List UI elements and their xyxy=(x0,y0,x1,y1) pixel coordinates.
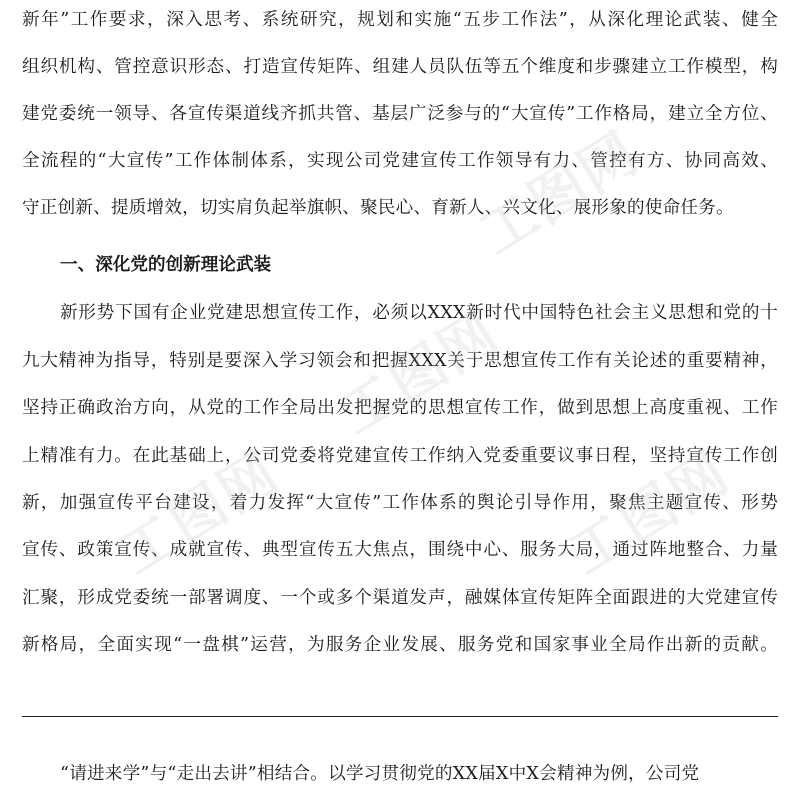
section-heading: 一、深化党的创新理论武装 xyxy=(60,254,272,275)
watermark: 工图网 xyxy=(328,300,511,448)
section-line-6: 宣传、政策宣传、成就宣传、典型宣传五大焦点，围绕中心、服务大局，通过阵地整合、力量 xyxy=(22,540,778,560)
section-line-2: 九大精神为指导，特别是要深入学习领会和把握XXX关于思想宣传工作有关论述的重要精神， xyxy=(22,351,778,371)
intro-line-1: 新年”工作要求，深入思考、系统研究，规划和实施“五步工作法”，从深化理论武装、健全 xyxy=(22,10,778,30)
section-line-3: 坚持正确政治方向，从党的工作全局出发把握党的思想宣传工作，做到思想上高度重视、工作 xyxy=(22,398,778,418)
page-divider xyxy=(22,716,778,717)
intro-line-3: 建党委统一领导、各宣传渠道线齐抓共管、基层广泛参与的“大宣传”工作格局，建立全方位、 xyxy=(22,104,778,124)
intro-line-2: 组织机构、管控意识形态、打造宣传矩阵、组建人员队伍等五个维度和步骤建立工作模型，构 xyxy=(22,57,778,77)
watermark: 工图网 xyxy=(558,440,741,588)
section-line-5: 新，加强宣传平台建设，着力发挥“大宣传”工作体系的舆论引导作用，聚焦主题宣传、形势 xyxy=(22,493,778,513)
intro-line-4: 全流程的“大宣传”工作体制体系，实现公司党建宣传工作领导有力、管控有方、协同高效、 xyxy=(22,151,778,171)
watermark: 工图网 xyxy=(108,440,291,588)
section-line-7: 汇聚，形成党委统一部署调度、一个或多个渠道发声，融媒体宣传矩阵全面跟进的大党建宣传 xyxy=(22,588,778,608)
section-line-8: 新格局，全面实现“一盘棋”运营，为服务企业发展、服务党和国家事业全局作出新的贡献。 xyxy=(22,635,778,655)
next-page-line: “请进来学”与“走出去讲”相结合。以学习贯彻党的XX届X中X会精神为例，公司党 xyxy=(60,764,700,784)
section-line-1: 新形势下国有企业党建思想宣传工作，必须以XXX新时代中国特色社会主义思想和党的十 xyxy=(60,303,778,323)
section-line-4: 上精准有力。在此基础上，公司党委将党建宣传工作纳入党委重要议事日程，坚持宣传工作创 xyxy=(22,446,778,466)
watermark: 工图网 xyxy=(468,120,651,268)
intro-line-5: 守正创新、提质增效，切实肩负起举旗帜、聚民心、育新人、兴文化、展形象的使命任务。 xyxy=(22,198,734,218)
